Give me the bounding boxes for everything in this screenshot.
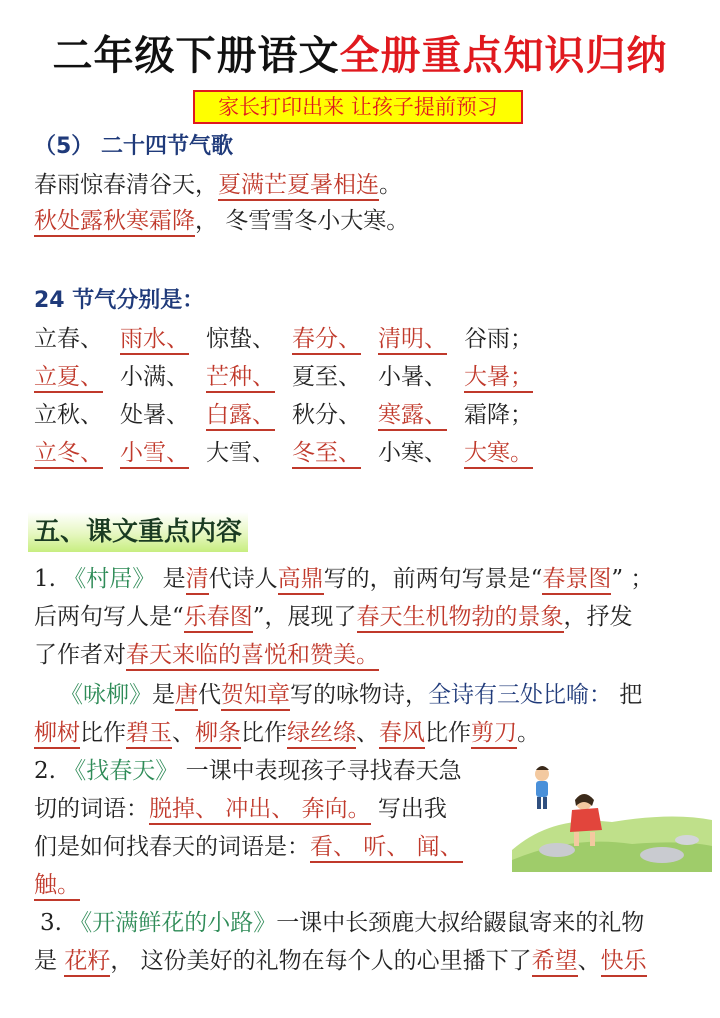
- text: 一课中长颈鹿大叔给鼹鼠寄来的礼物: [276, 910, 645, 936]
- terms-row: [34, 360, 533, 394]
- answer: 希望: [532, 948, 578, 977]
- text: 。: [517, 720, 540, 746]
- section-title: 五、课文重点内容: [28, 512, 248, 552]
- answer: 清: [186, 566, 209, 595]
- children-illustration: [512, 760, 712, 872]
- text: 是: [155, 566, 186, 592]
- text: 一课中表现孩子寻找春天急: [178, 758, 462, 784]
- answer: 春天生机物勃的景象: [357, 604, 564, 633]
- text: ”，展现了: [252, 604, 357, 630]
- term-highlight: 立冬、: [34, 440, 103, 469]
- p3-line-2: [34, 792, 447, 826]
- p3-line-1: [34, 754, 462, 788]
- p3-line-4: [34, 868, 80, 902]
- answer: 花籽: [64, 948, 110, 977]
- title-part-black: 二年级下册语文: [52, 33, 340, 79]
- term-highlight: 小雪、: [120, 440, 189, 469]
- poem-text: ， 冬雪雪冬小大寒。: [195, 208, 410, 234]
- text: 写出我: [370, 796, 447, 822]
- poem-highlight: 秋处露秋寒霜降: [34, 208, 195, 237]
- answer: 剪刀: [471, 720, 517, 749]
- term-highlight: 春分、: [292, 326, 361, 355]
- answer: 碧玉: [126, 720, 172, 749]
- answer: 乐春图: [184, 604, 253, 633]
- term: 秋分、: [292, 402, 361, 428]
- term: 处暑、: [120, 402, 189, 428]
- term-highlight: 寒露、: [378, 402, 447, 431]
- answer: 触。: [34, 872, 80, 901]
- text: 、: [172, 720, 195, 746]
- item-number: 3.: [40, 910, 70, 936]
- page-title: [0, 28, 720, 84]
- p4-line-2: [34, 944, 647, 978]
- answer: 贺知章: [221, 682, 290, 711]
- p2-line-1: [60, 678, 642, 712]
- text: 、: [356, 720, 379, 746]
- term: 惊蛰、: [206, 326, 275, 352]
- term: 小寒、: [378, 440, 447, 466]
- text: ， 这份美好的礼物在每个人的心里播下了: [110, 948, 532, 974]
- term-highlight: 立夏、: [34, 364, 103, 393]
- term: 夏至、: [292, 364, 361, 390]
- text: 写的，前两句写景是“: [323, 566, 543, 592]
- answer: 看、 听、 闻、: [310, 834, 463, 863]
- p3-line-3: [34, 830, 463, 864]
- term-highlight: 芒种、: [206, 364, 275, 393]
- term-highlight: 雨水、: [120, 326, 189, 355]
- text-highlight: 全诗有三处比喻：: [428, 682, 612, 708]
- term: 霜降；: [464, 402, 533, 428]
- p1-line-2: [34, 600, 633, 634]
- poem-text: 春雨惊春清谷天，: [34, 172, 218, 198]
- text: 把: [612, 682, 643, 708]
- text: 比作: [425, 720, 471, 746]
- answer: 脱掉、 冲出、 奔向。: [149, 796, 371, 825]
- poem-highlight: 夏满芒夏暑相连: [218, 172, 379, 201]
- answer: 春景图: [542, 566, 611, 595]
- term: 小暑、: [378, 364, 447, 390]
- terms-heading: 24 节气分别是：: [34, 288, 205, 313]
- poem-text: 。: [379, 172, 402, 198]
- text: 切的词语：: [34, 796, 149, 822]
- text: 了作者对: [34, 642, 126, 668]
- text: ” ；: [611, 566, 654, 592]
- text: 代: [198, 682, 221, 708]
- lesson-title: 《找春天》: [63, 758, 179, 784]
- answer: 柳树: [34, 720, 80, 749]
- p1-line-3: [34, 638, 379, 672]
- text: 、: [577, 948, 601, 974]
- term-highlight: 白露、: [206, 402, 275, 431]
- text: 是: [152, 682, 175, 708]
- poem-line-1: [34, 168, 402, 202]
- text: 写的咏物诗，: [290, 682, 428, 708]
- answer: 春风: [379, 720, 425, 749]
- item-number: 1.: [34, 566, 64, 592]
- term: 大雪、: [206, 440, 275, 466]
- terms-row: [34, 436, 533, 470]
- term-highlight: 大暑；: [464, 364, 533, 393]
- text: 后两句写人是“: [34, 604, 184, 630]
- term-highlight: 清明、: [378, 326, 447, 355]
- terms-row: [34, 322, 533, 356]
- poem-heading: （5） 二十四节气歌: [34, 134, 233, 159]
- text: ，抒发: [563, 604, 633, 630]
- answer: 绿丝绦: [287, 720, 356, 749]
- item-number: 2.: [34, 758, 64, 784]
- p2-line-2: [34, 716, 540, 750]
- text: 们是如何找春天的词语是：: [34, 834, 310, 860]
- title-part-red: 全册重点知识归纳: [339, 33, 668, 79]
- text: 比作: [241, 720, 287, 746]
- text: 是: [34, 948, 65, 974]
- answer: 快乐: [601, 948, 647, 977]
- p1-line-1: [34, 562, 653, 596]
- answer: 唐: [175, 682, 198, 711]
- text: 代诗人: [208, 566, 278, 592]
- print-banner: 家长打印出来 让孩子提前预习: [193, 90, 523, 124]
- text: 比作: [80, 720, 126, 746]
- term-highlight: 大寒。: [464, 440, 533, 469]
- answer: 柳条: [195, 720, 241, 749]
- term-highlight: 冬至、: [292, 440, 361, 469]
- answer: 春天来临的喜悦和赞美。: [126, 642, 379, 671]
- term: 谷雨；: [464, 326, 533, 352]
- term: 小满、: [120, 364, 189, 390]
- terms-row: [34, 398, 533, 432]
- lesson-title: 《咏柳》: [60, 682, 152, 708]
- term: 立秋、: [34, 402, 103, 428]
- answer: 高鼎: [278, 566, 324, 595]
- lesson-title: 《开满鲜花的小路》: [69, 910, 277, 936]
- poem-line-2: [34, 204, 409, 238]
- lesson-title: 《村居》: [63, 566, 156, 592]
- term: 立春、: [34, 326, 103, 352]
- p4-line-1: [40, 906, 644, 940]
